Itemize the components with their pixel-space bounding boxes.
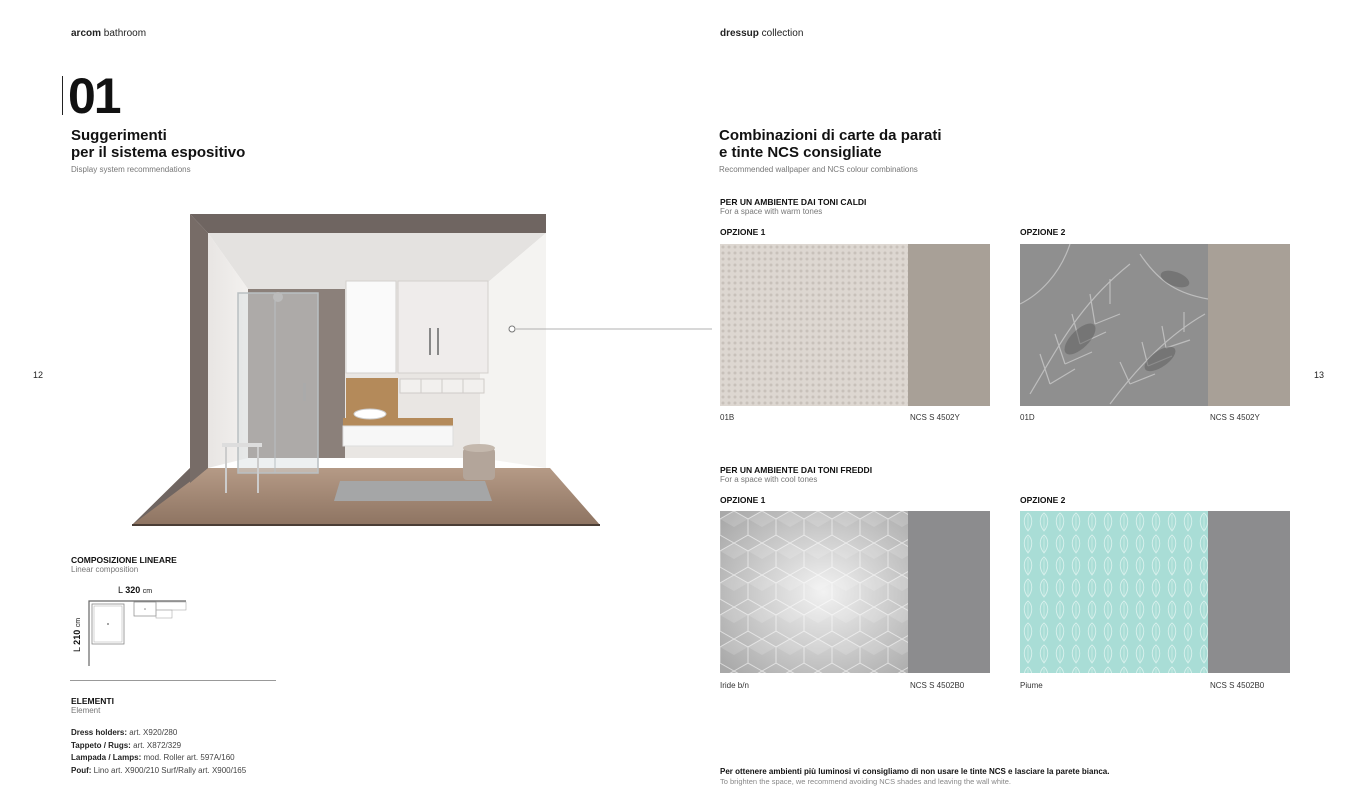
page-number-right: 13 — [1314, 370, 1325, 380]
section-number-bar — [62, 76, 63, 115]
warm-heading: PER UN AMBIENTE DAI TONI CALDI — [720, 197, 867, 207]
ncs-solid-swatch — [1208, 244, 1290, 406]
wallpaper-01b-pattern — [720, 244, 908, 406]
left-header — [71, 28, 146, 39]
right-title — [719, 127, 942, 161]
element-item: Tappeto / Rugs: art. X872/329 — [71, 740, 182, 750]
cool-option-1-label: OPZIONE 1 — [720, 495, 766, 505]
plan-width-value: 320 — [125, 585, 141, 595]
footer-note — [720, 767, 1109, 786]
plan-height-value: 210 — [72, 629, 82, 645]
ncs-solid-swatch — [1208, 511, 1290, 673]
right-subtitle: Recommended wallpaper and NCS colour combinations — [719, 165, 918, 174]
warm-section-header — [720, 197, 866, 216]
plan-width-dimension: L 320 cm — [118, 585, 153, 595]
cool-subheading: For a space with cool tones — [720, 475, 818, 484]
wallpaper-piume-pattern — [1020, 511, 1208, 673]
elements-subheading: Element — [71, 706, 101, 715]
left-title-line2: per il sistema espositivo — [71, 144, 246, 161]
cool-section-header — [720, 465, 872, 484]
plan-width-unit: cm — [142, 588, 153, 595]
elements-block — [71, 696, 114, 715]
warm-option-1-ncs: NCS S 4502Y — [910, 413, 960, 422]
composition-block — [71, 555, 177, 574]
warm-option-2-pattern-name: 01D — [1020, 413, 1035, 422]
warm-option-1-label: OPZIONE 1 — [720, 227, 766, 237]
cool-option-2-ncs: NCS S 4502B0 — [1210, 681, 1265, 690]
left-title — [71, 127, 245, 161]
right-header — [720, 28, 803, 39]
element-item: Dress holders: art. X920/280 — [71, 728, 178, 737]
cool-option-2-label: OPZIONE 2 — [1020, 495, 1066, 505]
plan-height-dimension: L 210 cm — [72, 617, 82, 652]
warm-option-2-swatch — [1020, 244, 1290, 406]
cool-option-1-ncs: NCS S 4502B0 — [910, 681, 965, 690]
warm-option-1-pattern-name: 01B — [720, 413, 735, 422]
left-subtitle: Display system recommendations — [71, 165, 191, 174]
left-title-line1: Suggerimenti — [71, 127, 167, 144]
floor-plan-diagram — [86, 598, 190, 668]
wallpaper-iride-pattern — [720, 511, 908, 673]
cool-heading: PER UN AMBIENTE DAI TONI FREDDI — [720, 465, 873, 475]
cool-option-2-swatch — [1020, 511, 1290, 673]
composition-subheading: Linear composition — [71, 565, 139, 574]
ncs-solid-swatch — [908, 244, 990, 406]
callout-connector — [507, 324, 712, 334]
ncs-solid-swatch — [908, 511, 990, 673]
element-item: Lampada / Lamps: mod. Roller art. 597A/160 — [71, 753, 235, 762]
warm-subheading: For a space with warm tones — [720, 207, 823, 216]
cool-option-1-swatch — [720, 511, 990, 673]
section-divider — [70, 680, 276, 681]
right-title-line1: Combinazioni di carte da parati — [719, 127, 942, 144]
warm-option-2-ncs: NCS S 4502Y — [1210, 413, 1260, 422]
footer-note-english: To brighten the space, we recommend avoiding NCS shades and leaving the wall white. — [720, 777, 1011, 786]
warm-option-2-label: OPZIONE 2 — [1020, 227, 1066, 237]
wallpaper-01d-pattern — [1020, 244, 1208, 406]
elements-list — [71, 727, 246, 777]
page-number-left: 12 — [33, 370, 44, 380]
composition-heading: COMPOSIZIONE LINEARE — [71, 555, 177, 565]
element-item: Pouf: Lino art. X900/210 Surf/Rally art. X900/165 — [71, 765, 247, 775]
warm-option-1-swatch — [720, 244, 990, 406]
cool-option-2-pattern-name: Piume — [1020, 681, 1043, 690]
plan-height-unit: cm — [75, 617, 82, 628]
cool-option-1-pattern-name: Iride b/n — [720, 681, 749, 690]
collection-name: dressup — [720, 28, 759, 39]
elements-heading: ELEMENTI — [71, 696, 114, 706]
brand-name: arcom — [71, 28, 102, 39]
right-title-line2: e tinte NCS consigliate — [719, 144, 882, 161]
footer-note-italian: Per ottenere ambienti più luminosi vi consigliamo di non usare le tinte NCS e lasciare la parete bianca. — [720, 767, 1110, 776]
section-number: 01 — [68, 68, 120, 124]
header-suffix: collection — [758, 28, 804, 39]
bathroom-render-image — [130, 193, 605, 531]
header-suffix: bathroom — [101, 28, 147, 39]
